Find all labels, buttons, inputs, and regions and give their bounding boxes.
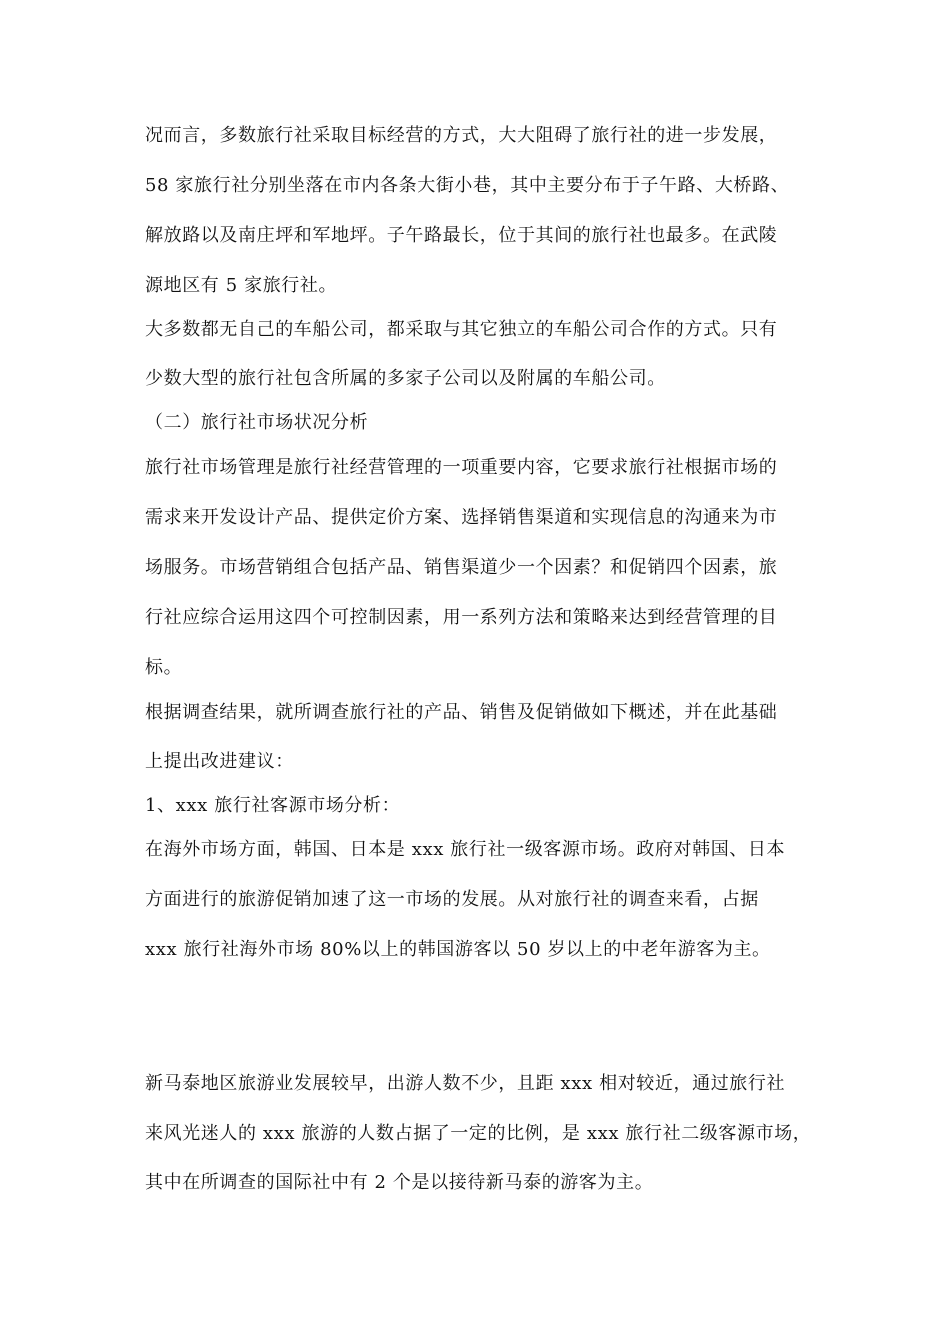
text-line-8: 旅行社市场管理是旅行社经营管理的一项重要内容，它要求旅行社根据市场的 [145,457,778,478]
text-line-18: xxx 旅行社海外市场 80%以上的韩国游客以 50 岁以上的中老年游客为主。 [145,939,771,960]
text-line-12: 标。 [145,657,183,678]
text-line-20: 来风光迷人的 xxx 旅游的人数占据了一定的比例，是 xxx 旅行社二级客源市场， [145,1123,812,1144]
text-line-21: 其中在所调查的国际社中有 2 个是以接待新马泰的游客为主。 [145,1172,654,1193]
text-line-13: 根据调查结果，就所调查旅行社的产品、销售及促销做如下概述，并在此基础 [145,702,778,723]
text-line-17: 方面进行的旅游促销加速了这一市场的发展。从对旅行社的调查来看，占据 [145,889,759,910]
text-line-4: 源地区有 5 家旅行社。 [145,275,338,296]
text-line-11: 行社应综合运用这四个可控制因素，用一系列方法和策略来达到经营管理的目 [145,607,778,628]
text-line-16: 在海外市场方面，韩国、日本是 xxx 旅行社一级客源市场。政府对韩国、日本 [145,839,786,860]
text-line-6: 少数大型的旅行社包含所属的多家子公司以及附属的车船公司。 [145,368,666,389]
text-line-10: 场服务。市场营销组合包括产品、销售渠道少一个因素？和促销四个因素，旅 [145,557,778,578]
section-heading: （二）旅行社市场状况分析 [145,412,369,433]
text-line-5: 大多数都无自己的车船公司，都采取与其它独立的车船公司合作的方式。只有 [145,319,778,340]
text-line-9: 需求来开发设计产品、提供定价方案、选择销售渠道和实现信息的沟通来为市 [145,507,778,528]
text-line-2: 58 家旅行社分别坐落在市内各条大街小巷，其中主要分布于子午路、大桥路、 [145,175,790,196]
subsection-heading: 1、xxx 旅行社客源市场分析： [145,795,401,816]
text-line-3: 解放路以及南庄坪和军地坪。子午路最长，位于其间的旅行社也最多。在武陵 [145,225,778,246]
text-line-19: 新马泰地区旅游业发展较早，出游人数不少，且距 xxx 相对较近，通过旅行社 [145,1073,786,1094]
text-line-1: 况而言，多数旅行社采取目标经营的方式，大大阻碍了旅行社的进一步发展， [145,125,778,146]
text-line-14: 上提出改进建议： [145,751,294,772]
